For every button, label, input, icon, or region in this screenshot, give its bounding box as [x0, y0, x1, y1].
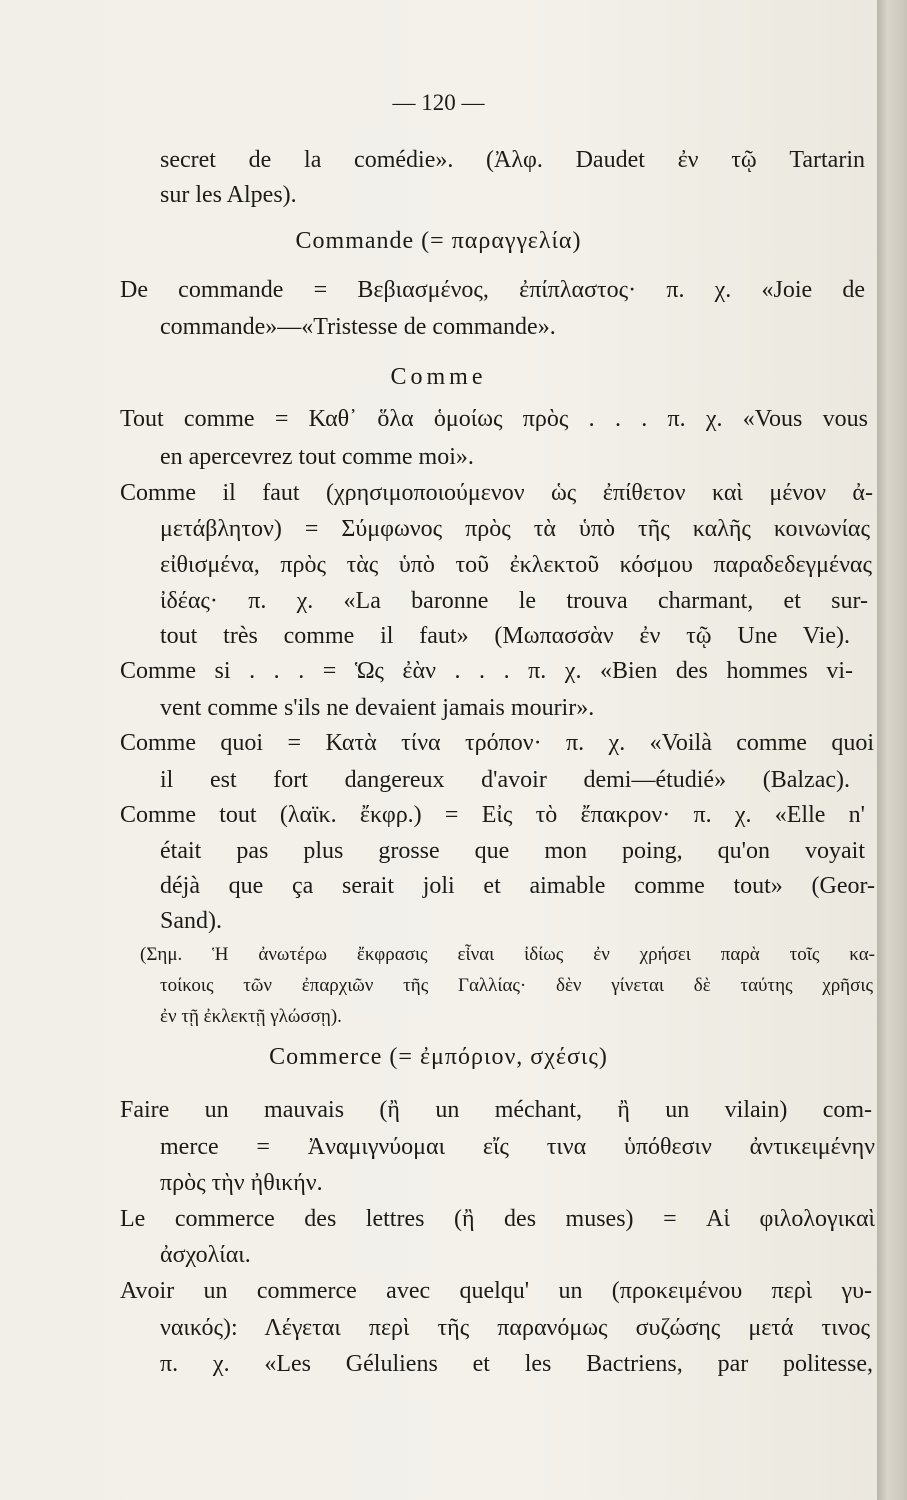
- text-line: π. χ. «Les Géluliens et les Bactriens, par politesse,: [160, 1351, 873, 1377]
- text-line: en apercevrez tout comme moi».: [160, 444, 474, 470]
- text-line: εἰθισμένα, πρὸς τὰς ὑπὸ τοῦ ἐκλεκτοῦ κόσμου παραδεδεγμένας: [160, 552, 872, 578]
- text-line: merce = Ἀναμιγνύομαι εἴς τινα ὑπόθεσιν ἀντικειμένην: [160, 1134, 875, 1160]
- text-line: Le commerce des lettres (ἢ des muses) = Αἱ φιλολογικαὶ: [120, 1206, 875, 1232]
- text-line: De commande = Βεβιασμένος, ἐπίπλαστος· π. χ. «Joie de: [120, 277, 865, 303]
- text-line: Comme il faut (χρησιμοποιούμενον ὡς ἐπίθετον καὶ μένον ἀ-: [120, 480, 873, 506]
- text-line: secret de la comédie». (Ἀλφ. Daudet ἐν τῷ Tartarin: [160, 147, 865, 173]
- text-line: était pas plus grosse que mon poing, qu'on voyait: [160, 838, 865, 864]
- text-line: Faire un mauvais (ἢ un méchant, ἢ un vilain) com-: [120, 1097, 872, 1123]
- text-line: ναικός): Λέγεται περὶ τῆς παρανόμως συζώσης μετά τινος: [160, 1315, 870, 1341]
- text-line: πρὸς τὴν ἠθικήν.: [160, 1170, 323, 1196]
- text-line: Comme tout (λαϊκ. ἔκφρ.) = Εἰς τὸ ἔπακρον· π. χ. «Elle n': [120, 802, 865, 828]
- text-line: déjà que ça serait joli et aimable comme tout» (Geor-: [160, 873, 875, 899]
- text-line: commande»—«Tristesse de commande».: [160, 314, 556, 340]
- text-line: Comme si . . . = Ὡς ἐὰν . . . π. χ. «Bien des hommes vi-: [120, 658, 853, 684]
- page-number: — 120 —: [392, 90, 485, 115]
- text-line: il est fort dangereux d'avoir demi—étudié» (Balzac).: [160, 767, 850, 793]
- text-line: Tout comme = Καθ᾽ ὅλα ὁμοίως πρὸς . . . π. χ. «Vous vous: [120, 406, 868, 432]
- text-line: Avoir un commerce avec quelqu' un (προκειμένου περὶ γυ-: [120, 1278, 872, 1304]
- text-line: sur les Alpes).: [160, 182, 297, 208]
- note-line: ἐν τῇ ἐκλεκτῇ γλώσσῃ).: [160, 1006, 342, 1027]
- page-edge: [877, 0, 907, 1500]
- note-line: (Σημ. Ἡ ἀνωτέρω ἔκφρασις εἶναι ἰδίως ἐν χρήσει παρὰ τοῖς κα-: [140, 944, 875, 965]
- section-heading-commande: Commande (= παραγγελία): [295, 228, 582, 254]
- note-line: τοίκοις τῶν ἐπαρχιῶν τῆς Γαλλίας· δὲν γίνεται δὲ ταύτης χρῆσις: [160, 975, 873, 996]
- text-line: ἀσχολίαι.: [160, 1242, 251, 1268]
- text-line: Sand).: [160, 908, 222, 934]
- section-heading-comme: Comme: [390, 364, 487, 390]
- text-line: ἰδέας· π. χ. «La baronne le trouva charmant, et sur-: [160, 588, 868, 614]
- text-line: vent comme s'ils ne devaient jamais mourir».: [160, 695, 595, 721]
- text-line: μετάβλητον) = Σύμφωνος πρὸς τὰ ὑπὸ τῆς καλῆς κοινωνίας: [160, 516, 870, 542]
- section-heading-commerce: Commerce (= ἐμπόριον, σχέσις): [269, 1044, 608, 1070]
- text-line: Comme quoi = Κατὰ τίνα τρόπον· π. χ. «Voilà comme quoi: [120, 730, 874, 756]
- text-line: tout très comme il faut» (Μωπασσὰν ἐν τῷ Une Vie).: [160, 623, 850, 649]
